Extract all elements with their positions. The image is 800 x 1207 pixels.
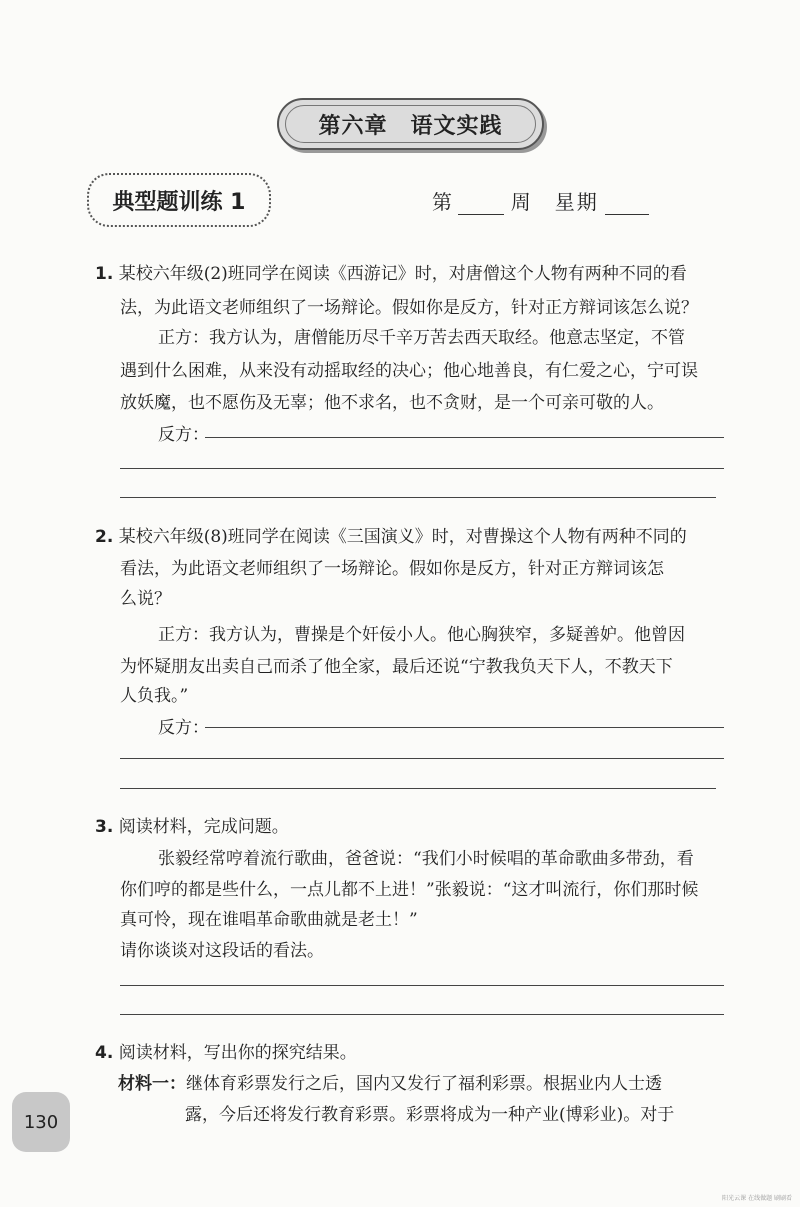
- passage-text: 真可怜，现在谁唱革命歌曲就是老土！”: [120, 910, 418, 930]
- answer-line[interactable]: [120, 497, 716, 498]
- question-text: 法，为此语文老师组织了一场辩论。假如你是反方，针对正方辩词该怎么说？: [120, 298, 698, 318]
- passage-text: 正方：我方认为，唐僧能历尽千辛万苦去西天取经。他意志坚定，不管: [158, 328, 685, 348]
- section-label: [87, 173, 271, 227]
- week-middle: 周 星期: [510, 190, 599, 214]
- question-text: 么说？: [120, 589, 171, 609]
- question-4: [95, 1036, 357, 1070]
- question-number: 4.: [95, 1043, 114, 1063]
- answer-line[interactable]: [205, 437, 724, 438]
- question-3: [95, 810, 289, 844]
- answer-line[interactable]: [120, 758, 724, 759]
- question-text: 看法，为此语文老师组织了一场辩论。假如你是反方，针对正方辩词该怎: [120, 559, 664, 579]
- week-day-line: [432, 186, 649, 215]
- question-text: 某校六年级(8)班同学在阅读《三国演义》时，对曹操这个人物有两种不同的: [118, 527, 687, 547]
- passage-text: 为怀疑朋友出卖自己而杀了他全家，最后还说“宁教我负天下人，不教天下: [120, 657, 673, 677]
- question-text: 阅读材料，写出你的探究结果。: [118, 1043, 357, 1063]
- passage-text: 请你谈谈对这段话的看法。: [120, 941, 324, 961]
- day-blank: [605, 192, 649, 215]
- chapter-banner: [277, 98, 544, 150]
- material-label: 材料一：: [118, 1074, 186, 1094]
- material-line: [118, 1067, 662, 1101]
- question-number: 1.: [95, 264, 114, 284]
- passage-text: 正方：我方认为，曹操是个奸佞小人。他心胸狭窄，多疑善妒。他曾因: [158, 625, 685, 645]
- answer-line[interactable]: [120, 788, 716, 789]
- section-title: 典型题训练 1: [112, 189, 246, 215]
- material-text: 继体育彩票发行之后，国内又发行了福利彩票。根据业内人士透: [186, 1074, 662, 1094]
- question-text: 阅读材料，完成问题。: [118, 817, 289, 837]
- answer-label: 反方：: [158, 718, 209, 738]
- material-text: 露，今后还将发行教育彩票。彩票将成为一种产业(博彩业)。对于: [185, 1105, 675, 1125]
- question-text: 某校六年级(2)班同学在阅读《西游记》时，对唐僧这个人物有两种不同的看: [118, 264, 687, 284]
- answer-line[interactable]: [120, 1014, 724, 1015]
- week-blank: [458, 192, 504, 215]
- page-number-text: 130: [23, 1111, 59, 1133]
- question-number: 2.: [95, 527, 114, 547]
- passage-text: 张毅经常哼着流行歌曲，爸爸说：“我们小时候唱的革命歌曲多带劲，看: [158, 849, 694, 869]
- answer-label: 反方：: [158, 425, 209, 445]
- passage-text: 你们哼的都是些什么，一点儿都不上进！”张毅说：“这才叫流行，你们那时候: [120, 880, 699, 900]
- question-2: [95, 520, 687, 554]
- passage-text: 放妖魔，也不愿伤及无辜；他不求名，也不贪财，是一个可亲可敬的人。: [120, 393, 664, 413]
- answer-line[interactable]: [205, 727, 724, 728]
- footer-watermark: 阳光云课 在线做题 刷刷看: [722, 1195, 792, 1202]
- page-number: [12, 1092, 70, 1152]
- passage-text: 人负我。”: [120, 686, 189, 706]
- answer-line[interactable]: [120, 468, 724, 469]
- question-1: [95, 257, 687, 291]
- answer-line[interactable]: [120, 985, 724, 986]
- question-number: 3.: [95, 817, 114, 837]
- week-prefix: 第: [432, 190, 452, 214]
- passage-text: 遇到什么困难，从来没有动摇取经的决心；他心地善良，有仁爱之心，宁可误: [120, 361, 698, 381]
- chapter-title: 第六章 语文实践: [318, 113, 503, 139]
